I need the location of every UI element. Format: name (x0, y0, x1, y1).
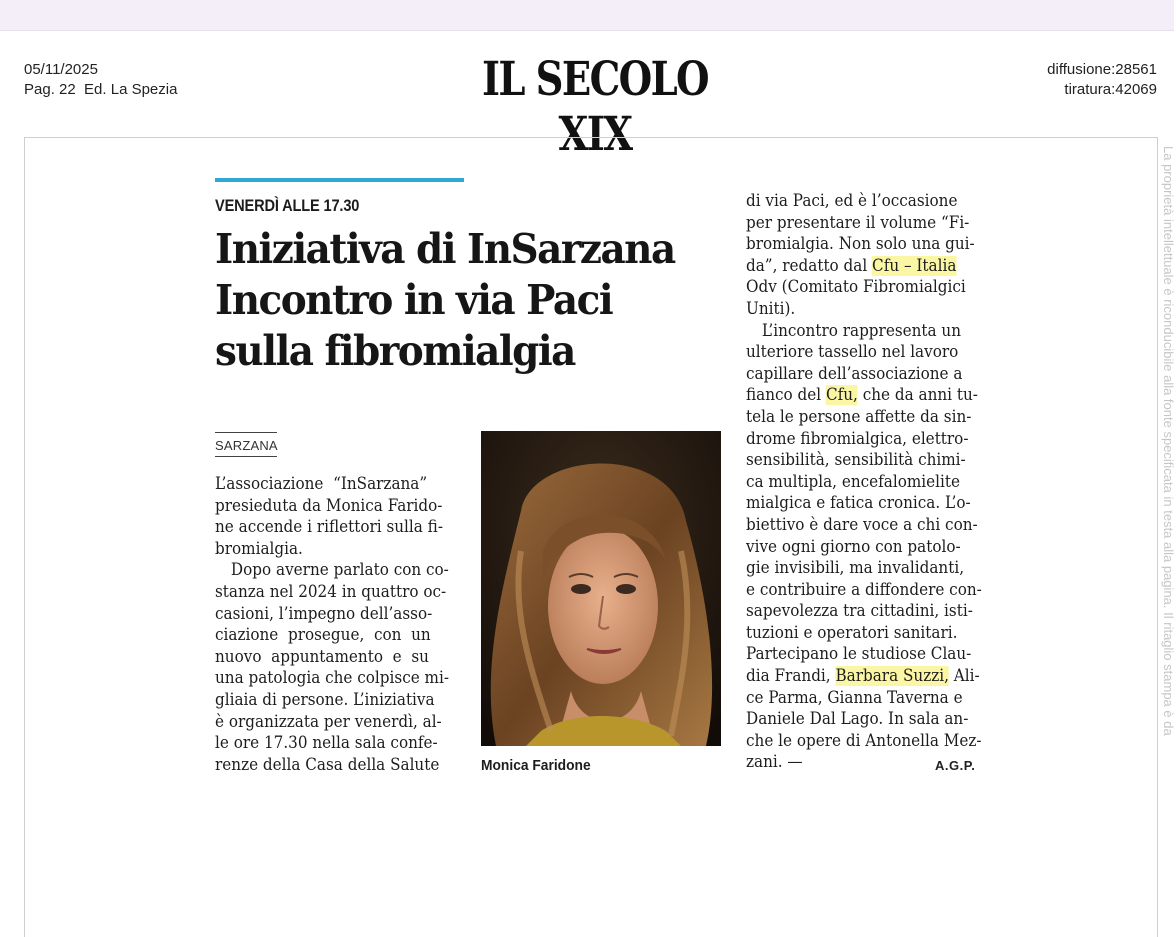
text-line (746, 666, 980, 688)
text-line: ne accende i riflettori sulla fi- (215, 517, 443, 538)
publication-date: 05/11/2025 (24, 61, 98, 78)
text-line: presieduta da Monica Farido- (215, 495, 443, 516)
article-column-right (746, 191, 992, 774)
text-line: zani. — (746, 752, 803, 773)
text-line: è organizzata per venerdì, al- (215, 711, 442, 732)
text-line (746, 256, 964, 278)
text-line: casioni, l’impegno dell’asso- (215, 603, 433, 624)
text-fragment: dia Frandi, (746, 666, 836, 687)
copyright-text: La proprietà intellettuale è riconducibile alla fonte specificata in testa alla pagina. Il ritaglio stampa è da (1161, 146, 1176, 736)
text-line: ca multipla, encefalomielite (746, 471, 961, 492)
kicker-rule (215, 178, 464, 182)
text-line: biettivo è dare voce a chi con- (746, 514, 978, 535)
article-column-left (215, 474, 465, 776)
diffusione-count: diffusione:28561 (1047, 61, 1157, 78)
text-line: Dopo averne parlato con co- (230, 560, 449, 581)
text-line: L’associazione “InSarzana” (215, 474, 428, 494)
text-line: che le opere di Antonella Mez- (746, 730, 982, 751)
section-label: SARZANA (215, 432, 277, 457)
text-line: tuzioni e operatori sanitari. (746, 622, 958, 643)
text-fragment: fianco del (746, 385, 826, 406)
text-line: Uniti). (746, 298, 796, 319)
headline-line: sulla fibromialgia (215, 327, 575, 375)
text-line: tela le persone affette da sin- (746, 406, 972, 427)
clipping-meta-right (1047, 60, 1157, 100)
author-signature: A.G.P. (935, 758, 976, 773)
text-line: bromialgia. (215, 538, 303, 559)
text-line: Daniele Dal Lago. In sala an- (746, 709, 969, 730)
text-line: sensibilità, sensibilità chimi- (746, 450, 966, 471)
text-fragment: da”, redatto dal (746, 255, 873, 276)
browser-top-bar (0, 0, 1174, 31)
text-line: ulteriore tassello nel lavoro (746, 342, 959, 363)
text-line: drome fibromialgica, elettro- (746, 428, 969, 449)
copyright-side-note (1162, 146, 1176, 928)
text-line: nuovo appuntamento e su (215, 646, 429, 667)
text-line (746, 385, 978, 407)
text-line: gliaia di persone. L’iniziativa (215, 689, 435, 710)
text-fragment: che da anni tu- (857, 385, 978, 406)
text-line: ciazione prosegue, con un (215, 625, 431, 646)
text-line: capillare dell’associazione a (746, 363, 963, 384)
text-line: una patologia che colpisce mi- (215, 668, 449, 689)
tiratura-count: tiratura:42069 (1064, 81, 1157, 98)
text-line: le ore 17.30 nella sala confe- (215, 733, 438, 754)
highlighted-org-name: Cfu – Italia (872, 255, 957, 276)
text-line: per presentare il volume “Fi- (746, 212, 970, 233)
photo-caption: Monica Faridone (481, 757, 591, 774)
text-line: renze della Casa della Salute (215, 754, 440, 775)
clipping-meta-left (24, 60, 177, 100)
text-line: L’incontro rappresenta un (761, 320, 962, 341)
text-line: mialgica e fatica cronica. L’o- (746, 493, 971, 514)
highlighted-org-abbrev: Cfu, (825, 385, 858, 406)
article-headline (215, 224, 735, 377)
text-fragment: Ali- (948, 666, 980, 687)
text-line: gie invisibili, ma invalidanti, (746, 558, 965, 579)
text-line: e contribuire a diffondere con- (746, 579, 982, 600)
highlighted-person-name: Barbara Suzzi, (835, 666, 949, 687)
newspaper-masthead: IL SECOLO XIX (482, 52, 708, 162)
page-edition: Pag. 22 Ed. La Spezia (24, 81, 178, 98)
text-line: Odv (Comitato Fibromialgici (746, 277, 966, 298)
text-line: bromialgia. Non solo una gui- (746, 234, 975, 255)
text-line: vive ogni giorno con patolo- (746, 536, 961, 557)
text-line: Partecipano le studiose Clau- (746, 644, 972, 665)
text-line: ce Parma, Gianna Taverna e (746, 687, 963, 708)
text-line: di via Paci, ed è l’occasione (746, 191, 958, 211)
text-line: sapevolezza tra cittadini, isti- (746, 601, 973, 622)
portrait-photo (481, 431, 721, 746)
headline-line: Incontro in via Paci (215, 276, 613, 324)
headline-line: Iniziativa di InSarzana (215, 225, 675, 273)
article-kicker: VENERDÌ ALLE 17.30 (215, 196, 360, 215)
text-line: stanza nel 2024 in quattro oc- (215, 581, 447, 602)
